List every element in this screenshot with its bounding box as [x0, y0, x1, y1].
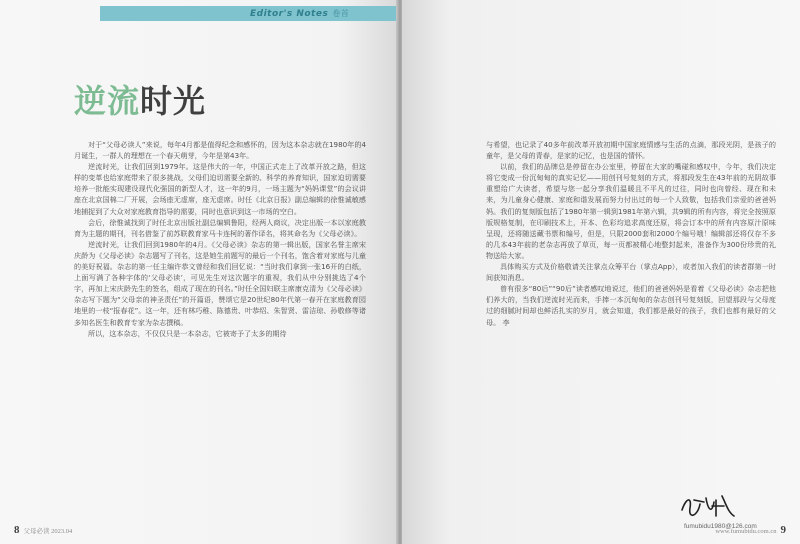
page-number-right: 9	[780, 524, 786, 536]
signature-scribble-icon	[678, 490, 738, 522]
left-footer	[14, 524, 72, 536]
page-number-left: 8	[14, 524, 20, 536]
title-part-dark: 时光	[140, 82, 207, 120]
paragraph: 与希望，也记录了40多年前改革开放初期中国家庭情感与生活的点滴，那段光阴，是孩子的童年，是父母的青春，是家的记忆，也是国的情怀。	[486, 140, 776, 161]
paragraph: 以前，我们的品牌总是停留在办公室里，停留在大家的嘴碰和感叹中，今年，我们决定将它变成一份沉甸甸的真实记忆——用创刊号复刻的方式，将那段发生在43年前的光阴故事重塑给广大读者，希望与您一起分享我们温暖且不平凡的过往，同时也向曾经、现在和未来，为儿童身心健康、家庭和谐发展而努力付出过的每一个人致敬，包括我们亲爱的爸爸妈妈。我们的复刻版包括了1980年第一辑到1981年第六辑，共9辑的所有内容，将完全按照原版规格复制，在印刷技术上，开本、色彩均追求高度还原，将会订本中的所有内容原汁原味呈现，还将随送藏书票和编号，但是，只限2000套和2000个编号哦！编辑部还将仅存不多的几本43年前的老杂志再放了草页，每一页都被精心地整封起来，准备作为300份珍贵的礼物送给大家。	[486, 162, 776, 260]
paragraph: 对于“父母必读人”来说，每年4月都是值得纪念和感怀的，因为这本杂志就在1980年的4月诞生，一群人的理想在一个春天萌芽，今年是第43年。	[74, 140, 366, 161]
section-header	[250, 8, 349, 18]
left-page	[0, 0, 398, 544]
paragraph: 所以，这本杂志，不仅仅只是一本杂志，它被寄予了太多的期待	[88, 328, 287, 338]
site-url: www.fumubidu.com.cn	[715, 528, 777, 535]
section-header-label: Editor's Notes	[250, 9, 329, 19]
left-body-text	[74, 139, 366, 339]
right-page	[402, 0, 800, 544]
paragraph: 曾有很多“80后”“90后”读者感叹地说过，他们的爸爸妈妈是看着《父母必读》杂志把他们养大的，当我们逆流时光而来，手捧一本沉甸甸的杂志创刊号复刻版，回望那段与父母度过的细腻时间却也鲜活扎实的岁月，就会知道，我们都是最好的孩子，我们也都有最好的父母。 李	[486, 284, 776, 327]
author-email: fumubidu1980@126.com	[684, 523, 757, 530]
issue-label: 父母必读 2023.04	[23, 528, 73, 535]
signature	[678, 490, 738, 526]
paragraph: 具体购买方式及价格敬请关注掌点众筹平台（掌点App），或者加入我们的读者群第一时间获知消息。	[486, 262, 776, 283]
section-header-tag: 卷首	[332, 9, 350, 18]
right-footer	[715, 524, 786, 536]
paragraph: 逆流时光，让我们回到1980年的4月。《父母必读》杂志的第一辑出版，国家名誉主席宋庆龄为《父母必读》杂志题写了刊名，这是她生前题写的最后一个刊名，饱含着对家庭与儿童的美好祝福。杂志的第一任主编许恭文曾经和我们回忆说：“当时我们拿到一张16开的白纸，上面写满了各种字体的‘父母必读’，可见先生对这次题字的重视，我们从中分别挑选了4个字，再加上宋庆龄先生的签名，组成了现在的刊名。”时任全国妇联主席康克清为《父母必读》杂志写下题为“父母亲的神圣责任”的开篇语，赞颂它是20世纪80年代第一春开在家庭教育园地里的一枝“报春花”。这一年，还有林巧稚、陈德贵、叶恭绍、朱智贤、雷洁琼、孙敬修等诸多知名医生和教育专家为杂志撰稿。	[74, 239, 366, 327]
paragraph: 逆流时光，让我们回到1979年。这是伟大的一年，中国正式走上了改革开放之路，但这样的变革也给家庭带来了很多挑战，父母们迫切需要全新的、科学的养育知识，国家迫切需要培养一批能实现建设现代化强国的新型人才，这一年的9月，一场主题为“妈妈课堂”的会议讲座在北京国棉二厂开展，会场座无虚席，座无虚席。时任《北京日报》副总编辑的徐惟诚敏感地捕捉到了大众对家庭教育指导的需要，同时也意识到这一市场的空白。	[74, 162, 366, 216]
title-part-green: 逆流	[74, 82, 141, 120]
article-title	[74, 76, 206, 122]
paragraph: 会后，徐惟诚找到了时任北京出版社副总编辑鲁阳，经两人商议，决定出版一本以家庭教育为主题的期刊，刊名借鉴了前苏联教育家马卡连柯的著作译名，将其命名为《父母必读》。	[74, 217, 366, 238]
header-bar	[100, 6, 398, 21]
right-body-text	[486, 139, 776, 328]
